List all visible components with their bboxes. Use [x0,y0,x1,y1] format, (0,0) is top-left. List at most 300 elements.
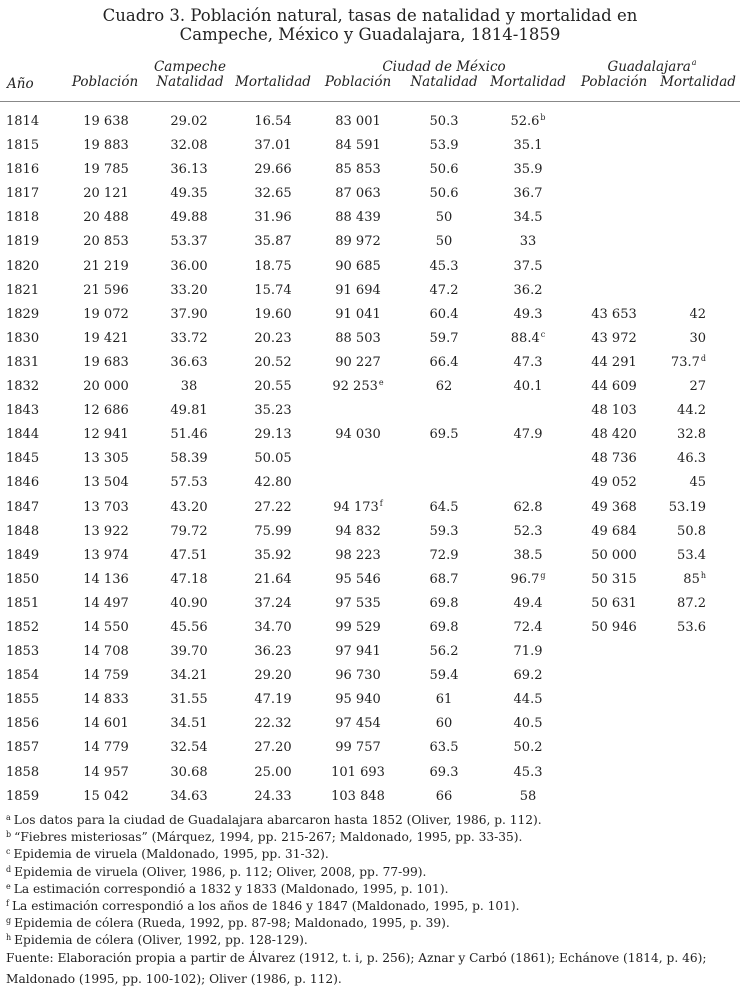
cell-campeche-poblacion: 13 922 [83,523,129,539]
cell-campeche-mortalidad: 29.66 [254,162,292,178]
cell-campeche-natalidad: 36.00 [170,258,208,274]
cell-campeche-poblacion: 14 708 [83,644,129,660]
cell-mexico-mortalidad: 36.7 [513,186,543,202]
cell-campeche-natalidad: 33.20 [170,282,208,298]
footnote-mark: b [6,830,12,840]
cell-campeche-poblacion: 21 596 [83,282,129,298]
cell-campeche-poblacion: 20 853 [83,234,129,250]
col-header-campeche-mortalidad: Mortalidad [235,74,311,90]
footnote-mark: d [700,353,706,363]
cell-year: 1818 [6,210,40,226]
footnote [6,932,736,949]
cell-mexico-poblacion: 91 041 [335,306,381,322]
cell-campeche-natalidad: 32.54 [170,740,208,756]
cell-campeche-natalidad: 40.90 [170,595,208,611]
table-row [0,688,740,712]
footnote-mark: f [379,498,383,508]
source-line2: Maldonado (1995, pp. 100-102); Oliver (1986, p. 112). [6,971,342,986]
cell-campeche-natalidad: 34.51 [170,716,208,732]
cell-campeche-mortalidad: 29.13 [254,427,292,443]
cell-mexico-natalidad: 50.6 [429,186,459,202]
table-row [0,158,740,182]
table-row [0,255,740,279]
cell-mexico-poblacion: 101 693 [331,764,385,780]
cell-campeche-mortalidad: 35.23 [254,403,292,419]
cell-campeche-mortalidad: 21.64 [254,571,292,587]
cell-campeche-mortalidad: 18.75 [254,258,292,274]
cell-mexico-mortalidad: 33 [519,234,537,250]
footnote-text: Epidemia de cólera (Rueda, 1992, pp. 87-98; Maldonado, 1995, p. 39). [14,916,450,931]
cell-year: 1859 [6,788,40,804]
cell-campeche-mortalidad: 27.22 [254,499,292,515]
cell-campeche-poblacion: 20 121 [83,186,129,202]
cell-campeche-mortalidad: 75.99 [254,523,292,539]
footnote-mark: e [6,881,11,891]
cell-mexico-mortalidad: 49.3 [513,306,543,322]
cell-campeche-poblacion: 14 550 [83,619,129,635]
cell-mexico-mortalidad: 36.2 [513,282,543,298]
footnote [6,864,736,881]
cell-campeche-mortalidad: 19.60 [254,306,292,322]
cell-guadalajara-poblacion: 50 631 [591,595,637,611]
cell-campeche-mortalidad: 50.05 [254,451,292,467]
cell-mexico-natalidad: 59.4 [429,668,459,684]
cell-mexico-poblacion: 98 223 [335,547,381,563]
cell-mexico-poblacion: 99 529 [335,619,381,635]
footnote-mark: a [6,813,11,822]
table-row [0,399,740,423]
cell-campeche-mortalidad: 20.52 [254,354,292,370]
cell-mexico-poblacion: 89 972 [335,234,381,250]
table-row [0,447,740,471]
cell-guadalajara-mortalidad: 73.7 [670,354,700,370]
cell-mexico-natalidad: 45.3 [429,258,459,274]
cell-guadalajara-mortalidad: 53.4 [677,547,706,563]
cell-year: 1848 [6,523,40,539]
cell-mexico-natalidad: 59.3 [429,523,459,539]
col-header-mexico-natalidad: Natalidad [410,74,478,90]
cell-campeche-natalidad: 29.02 [170,114,208,129]
cell-year: 1831 [6,354,40,370]
table-body [0,110,740,809]
cell-campeche-mortalidad: 25.00 [254,764,292,780]
footnote-text: Epidemia de viruela (Maldonado, 1995, pp. 31-32). [13,847,329,862]
cell-guadalajara-poblacion: 48 736 [591,451,637,467]
table-row [0,423,740,447]
cell-mexico-poblacion: 92 253 [332,379,378,395]
cell-campeche-poblacion: 14 957 [83,764,129,780]
footnote-text: Los datos para la ciudad de Guadalajara abarcaron hasta 1852 (Oliver, 1986, p. 112). [13,813,542,827]
cell-mexico-poblacion: 90 227 [335,354,381,370]
cell-guadalajara-poblacion: 43 653 [591,306,637,322]
cell-campeche-poblacion: 19 883 [83,138,129,154]
cell-mexico-natalidad: 60 [435,716,453,732]
cell-campeche-natalidad: 47.18 [170,571,208,587]
cell-mexico-mortalidad: 47.3 [513,354,543,370]
header-campeche: Campeche [153,59,227,75]
cell-mexico-mortalidad: 40.5 [513,716,543,732]
cell-mexico-poblacion: 97 454 [335,716,381,732]
cell-mexico-mortalidad: 52.6 [510,114,540,129]
cell-guadalajara-poblacion: 50 946 [591,619,637,635]
cell-mexico-poblacion: 94 030 [335,427,381,443]
footnote [6,898,736,915]
cell-year: 1817 [6,186,40,202]
cell-campeche-natalidad: 34.21 [170,668,208,684]
cell-year: 1815 [6,138,40,154]
cell-year: 1851 [6,595,40,611]
cell-mexico-poblacion: 97 941 [335,644,381,660]
cell-mexico-natalidad: 47.2 [429,282,459,298]
cell-guadalajara-poblacion: 49 368 [591,499,637,515]
table-row [0,182,740,206]
cell-guadalajara-mortalidad: 46.3 [677,451,706,467]
footnote-mark: b [540,113,546,122]
cell-mexico-poblacion: 88 503 [335,330,381,346]
cell-campeche-mortalidad: 20.23 [254,330,292,346]
cell-mexico-mortalidad: 37.5 [513,258,543,274]
cell-mexico-mortalidad: 62.8 [513,499,543,515]
cell-campeche-natalidad: 36.63 [170,354,208,370]
footnote [6,829,736,846]
cell-campeche-mortalidad: 35.92 [254,547,292,563]
footnote-text: La estimación correspondió a 1832 y 1833 (Maldonado, 1995, p. 101). [13,881,449,896]
cell-mexico-natalidad: 69.8 [429,619,459,635]
cell-mexico-poblacion: 88 439 [335,210,381,226]
cell-mexico-poblacion: 83 001 [335,114,381,129]
footnote-mark: e [378,378,384,388]
cell-year: 1816 [6,162,40,178]
cell-mexico-natalidad: 61 [435,692,453,708]
cell-guadalajara-mortalidad: 42 [689,306,706,322]
cell-guadalajara-mortalidad: 53.6 [677,619,706,635]
table-row [0,568,740,592]
cell-mexico-poblacion: 90 685 [335,258,381,274]
table-row [0,230,740,254]
cell-campeche-poblacion: 21 219 [83,258,129,274]
cell-guadalajara-poblacion: 49 052 [591,475,637,491]
cell-campeche-poblacion: 13 974 [83,547,129,563]
cell-year: 1821 [6,282,40,298]
footnote-mark: c [6,847,11,857]
footnote [6,915,736,932]
cell-campeche-poblacion: 19 072 [83,306,129,322]
cell-campeche-natalidad: 47.51 [170,547,208,563]
cell-guadalajara-poblacion: 44 609 [591,379,637,395]
footnotes [6,812,736,988]
cell-mexico-poblacion: 85 853 [335,162,381,178]
cell-campeche-natalidad: 58.39 [170,451,208,467]
cell-mexico-poblacion: 84 591 [335,138,381,154]
cell-mexico-natalidad: 56.2 [429,644,459,660]
table-row [0,761,740,785]
footnote-mark: h [6,933,12,943]
cell-guadalajara-mortalidad: 32.8 [677,427,706,443]
cell-mexico-natalidad: 53.9 [429,138,459,154]
cell-year: 1852 [6,619,40,635]
cell-campeche-natalidad: 51.46 [170,427,208,443]
cell-guadalajara-mortalidad: 30 [689,330,706,346]
cell-guadalajara-poblacion: 48 103 [591,403,637,419]
cell-year: 1853 [6,644,40,660]
table-row [0,640,740,664]
col-header-year: Año [7,76,34,92]
table-row [0,785,740,809]
cell-year: 1844 [6,427,40,443]
cell-guadalajara-mortalidad: 85 [683,571,700,587]
cell-campeche-poblacion: 12 941 [83,427,129,443]
footnote-mark: f [6,899,9,909]
cell-mexico-poblacion: 94 173 [333,499,379,515]
cell-year: 1857 [6,740,40,756]
header-guadalajara [607,59,696,75]
table-row [0,110,740,134]
table-caption [0,6,740,44]
cell-year: 1855 [6,692,40,708]
cell-mexico-natalidad: 50 [435,234,453,250]
cell-mexico-mortalidad: 49.4 [513,595,543,611]
cell-mexico-natalidad: 60.4 [429,306,459,322]
cell-mexico-mortalidad: 58 [519,788,537,804]
cell-campeche-poblacion: 14 136 [83,571,129,587]
cell-year: 1814 [6,114,40,129]
cell-mexico-poblacion: 87 063 [335,186,381,202]
cell-campeche-natalidad: 57.53 [170,475,208,491]
cell-campeche-natalidad: 34.63 [170,788,208,804]
cell-campeche-natalidad: 38 [180,379,198,395]
cell-campeche-poblacion: 19 638 [83,114,129,129]
cell-year: 1858 [6,764,40,780]
table-row [0,303,740,327]
cell-mexico-mortalidad: 47.9 [513,427,543,443]
cell-campeche-poblacion: 14 779 [83,740,129,756]
table-row [0,616,740,640]
table-row [0,279,740,303]
cell-year: 1847 [6,499,40,515]
cell-guadalajara-poblacion: 49 684 [591,523,637,539]
cell-guadalajara-mortalidad: 53.19 [668,499,706,515]
cell-year: 1832 [6,379,40,395]
cell-mexico-mortalidad: 34.5 [513,210,543,226]
cell-campeche-natalidad: 32.08 [170,138,208,154]
cell-campeche-natalidad: 49.88 [170,210,208,226]
cell-mexico-natalidad: 50.3 [429,114,459,129]
cell-mexico-natalidad: 69.5 [429,427,459,443]
cell-campeche-mortalidad: 29.20 [254,668,292,684]
cell-campeche-mortalidad: 42.80 [254,475,292,491]
cell-mexico-mortalidad: 72.4 [513,619,543,635]
cell-mexico-poblacion: 95 546 [335,571,381,587]
cell-campeche-natalidad: 49.81 [170,403,208,419]
cell-campeche-mortalidad: 37.01 [254,138,292,154]
cell-campeche-natalidad: 43.20 [170,499,208,515]
cell-campeche-mortalidad: 35.87 [254,234,292,250]
cell-campeche-mortalidad: 27.20 [254,740,292,756]
cell-campeche-natalidad: 45.56 [170,619,208,635]
cell-campeche-poblacion: 19 785 [83,162,129,178]
cell-year: 1849 [6,547,40,563]
col-header-mexico-mortalidad: Mortalidad [490,74,566,90]
table-row [0,592,740,616]
cell-mexico-poblacion: 103 848 [331,788,385,804]
cell-campeche-mortalidad: 16.54 [254,114,292,129]
cell-mexico-mortalidad: 38.5 [513,547,543,563]
header-divider [0,101,740,102]
cell-campeche-poblacion: 13 504 [83,475,129,491]
cell-mexico-poblacion: 95 940 [335,692,381,708]
cell-campeche-natalidad: 39.70 [170,644,208,660]
cell-with-note [510,110,545,134]
cell-guadalajara-mortalidad: 87.2 [677,595,706,611]
cell-campeche-mortalidad: 34.70 [254,619,292,635]
col-header-campeche-poblacion: Población [71,74,139,90]
cell-with-note [683,568,706,592]
footnote-mark: h [700,570,706,580]
cell-mexico-mortalidad: 35.9 [513,162,543,178]
cell-campeche-poblacion: 13 305 [83,451,129,467]
cell-campeche-natalidad: 30.68 [170,764,208,780]
caption-line-2: Campeche, México y Guadalajara, 1814-1859 [179,25,561,44]
cell-year: 1846 [6,475,40,491]
cell-campeche-natalidad: 36.13 [170,162,208,178]
table-row [0,351,740,375]
footnote-mark: c [540,329,546,339]
cell-mexico-natalidad: 66 [435,788,453,804]
cell-year: 1843 [6,403,40,419]
cell-campeche-poblacion: 12 686 [83,403,129,419]
cell-mexico-poblacion: 99 757 [335,740,381,756]
cell-campeche-mortalidad: 31.96 [254,210,292,226]
table-row [0,544,740,568]
cell-campeche-poblacion: 14 759 [83,668,129,684]
cell-guadalajara-poblacion: 50 315 [591,571,637,587]
cell-campeche-mortalidad: 36.23 [254,644,292,660]
cell-campeche-mortalidad: 22.32 [254,716,292,732]
cell-campeche-poblacion: 19 421 [83,330,129,346]
cell-campeche-mortalidad: 37.24 [254,595,292,611]
table-row [0,496,740,520]
table-row [0,206,740,230]
cell-campeche-mortalidad: 20.55 [254,379,292,395]
cell-campeche-poblacion: 15 042 [83,788,129,804]
cell-mexico-mortalidad: 45.3 [513,764,543,780]
cell-mexico-mortalidad: 44.5 [513,692,543,708]
cell-mexico-mortalidad: 35.1 [513,138,543,154]
cell-mexico-natalidad: 69.3 [429,764,459,780]
table-row [0,471,740,495]
cell-guadalajara-poblacion: 48 420 [591,427,637,443]
footnote [6,846,736,863]
cell-campeche-mortalidad: 15.74 [254,282,292,298]
cell-mexico-natalidad: 66.4 [429,354,459,370]
cell-year: 1856 [6,716,40,732]
cell-mexico-natalidad: 50.6 [429,162,459,178]
table-row [0,134,740,158]
footnote-mark: g [540,570,546,580]
cell-mexico-mortalidad: 52.3 [513,523,543,539]
footnote-text: Epidemia de viruela (Oliver, 1986, p. 112; Oliver, 2008, pp. 77-99). [14,864,427,879]
cell-with-note [510,568,545,592]
cell-campeche-natalidad: 49.35 [170,186,208,202]
cell-mexico-mortalidad: 88.4 [510,330,540,346]
cell-mexico-natalidad: 72.9 [429,547,459,563]
footnote-text: La estimación correspondió a los años de 1846 y 1847 (Maldonado, 1995, p. 101). [11,899,520,914]
cell-mexico-poblacion: 94 832 [335,523,381,539]
cell-year: 1820 [6,258,40,274]
footnote-mark: g [6,916,12,926]
table-row [0,712,740,736]
cell-guadalajara-mortalidad: 45 [689,475,706,491]
source-line1: Fuente: Elaboración propia a partir de Álvarez (1912, t. i, p. 256); Aznar y Carbó (1861); Echánove (1814, p. 46); [6,950,707,965]
cell-campeche-natalidad: 31.55 [170,692,208,708]
header-guadalajara-label: Guadalajara [607,59,691,75]
cell-guadalajara-poblacion: 43 972 [591,330,637,346]
col-header-mexico-poblacion: Población [324,74,392,90]
table-row [0,736,740,760]
col-header-guadalajara-mortalidad: Mortalidad [660,74,736,90]
cell-campeche-mortalidad: 24.33 [254,788,292,804]
caption-line-1: Cuadro 3. Población natural, tasas de natalidad y mortalidad en [102,6,638,25]
col-header-campeche-natalidad: Natalidad [156,74,224,90]
cell-campeche-poblacion: 14 833 [83,692,129,708]
cell-with-note [332,375,383,399]
cell-campeche-natalidad: 79.72 [170,523,208,539]
cell-guadalajara-poblacion: 50 000 [591,547,637,563]
cell-mexico-natalidad: 63.5 [429,740,459,756]
cell-mexico-natalidad: 68.7 [429,571,459,587]
header-ciudad-mexico: Ciudad de México [382,59,506,75]
cell-campeche-poblacion: 14 497 [83,595,129,611]
cell-mexico-mortalidad: 69.2 [513,668,543,684]
cell-mexico-poblacion: 96 730 [335,668,381,684]
cell-mexico-poblacion: 97 535 [335,595,381,611]
cell-mexico-natalidad: 50 [435,210,453,226]
cell-year: 1850 [6,571,40,587]
cell-mexico-mortalidad: 50.2 [513,740,543,756]
cell-mexico-mortalidad: 96.7 [510,571,540,587]
cell-year: 1819 [6,234,40,250]
cell-mexico-natalidad: 64.5 [429,499,459,515]
footnote-text: “Fiebres misteriosas” (Márquez, 1994, pp. 215-267; Maldonado, 1995, pp. 33-35). [14,830,523,845]
cell-campeche-poblacion: 19 683 [83,354,129,370]
cell-guadalajara-poblacion: 44 291 [591,354,637,370]
table-row [0,520,740,544]
footnote [6,881,736,898]
table-row [0,327,740,351]
cell-campeche-poblacion: 20 000 [83,379,129,395]
cell-campeche-poblacion: 14 601 [83,716,129,732]
footnote-mark: d [6,864,12,874]
footnote [6,812,736,829]
cell-mexico-mortalidad: 40.1 [513,379,543,395]
cell-campeche-natalidad: 37.90 [170,306,208,322]
footnote-text: Epidemia de cólera (Oliver, 1992, pp. 128-129). [14,933,308,948]
cell-mexico-natalidad: 59.7 [429,330,459,346]
cell-campeche-natalidad: 53.37 [170,234,208,250]
cell-year: 1829 [6,306,40,322]
cell-with-note [511,327,545,351]
header-guadalajara-note: a [691,58,697,67]
cell-mexico-natalidad: 62 [435,379,453,395]
cell-guadalajara-mortalidad: 50.8 [677,523,706,539]
cell-with-note [671,351,706,375]
cell-mexico-poblacion: 91 694 [335,282,381,298]
cell-year: 1854 [6,668,40,684]
cell-year: 1830 [6,330,40,346]
cell-with-note [333,496,382,520]
cell-guadalajara-mortalidad: 27 [689,379,706,395]
cell-campeche-mortalidad: 32.65 [254,186,292,202]
